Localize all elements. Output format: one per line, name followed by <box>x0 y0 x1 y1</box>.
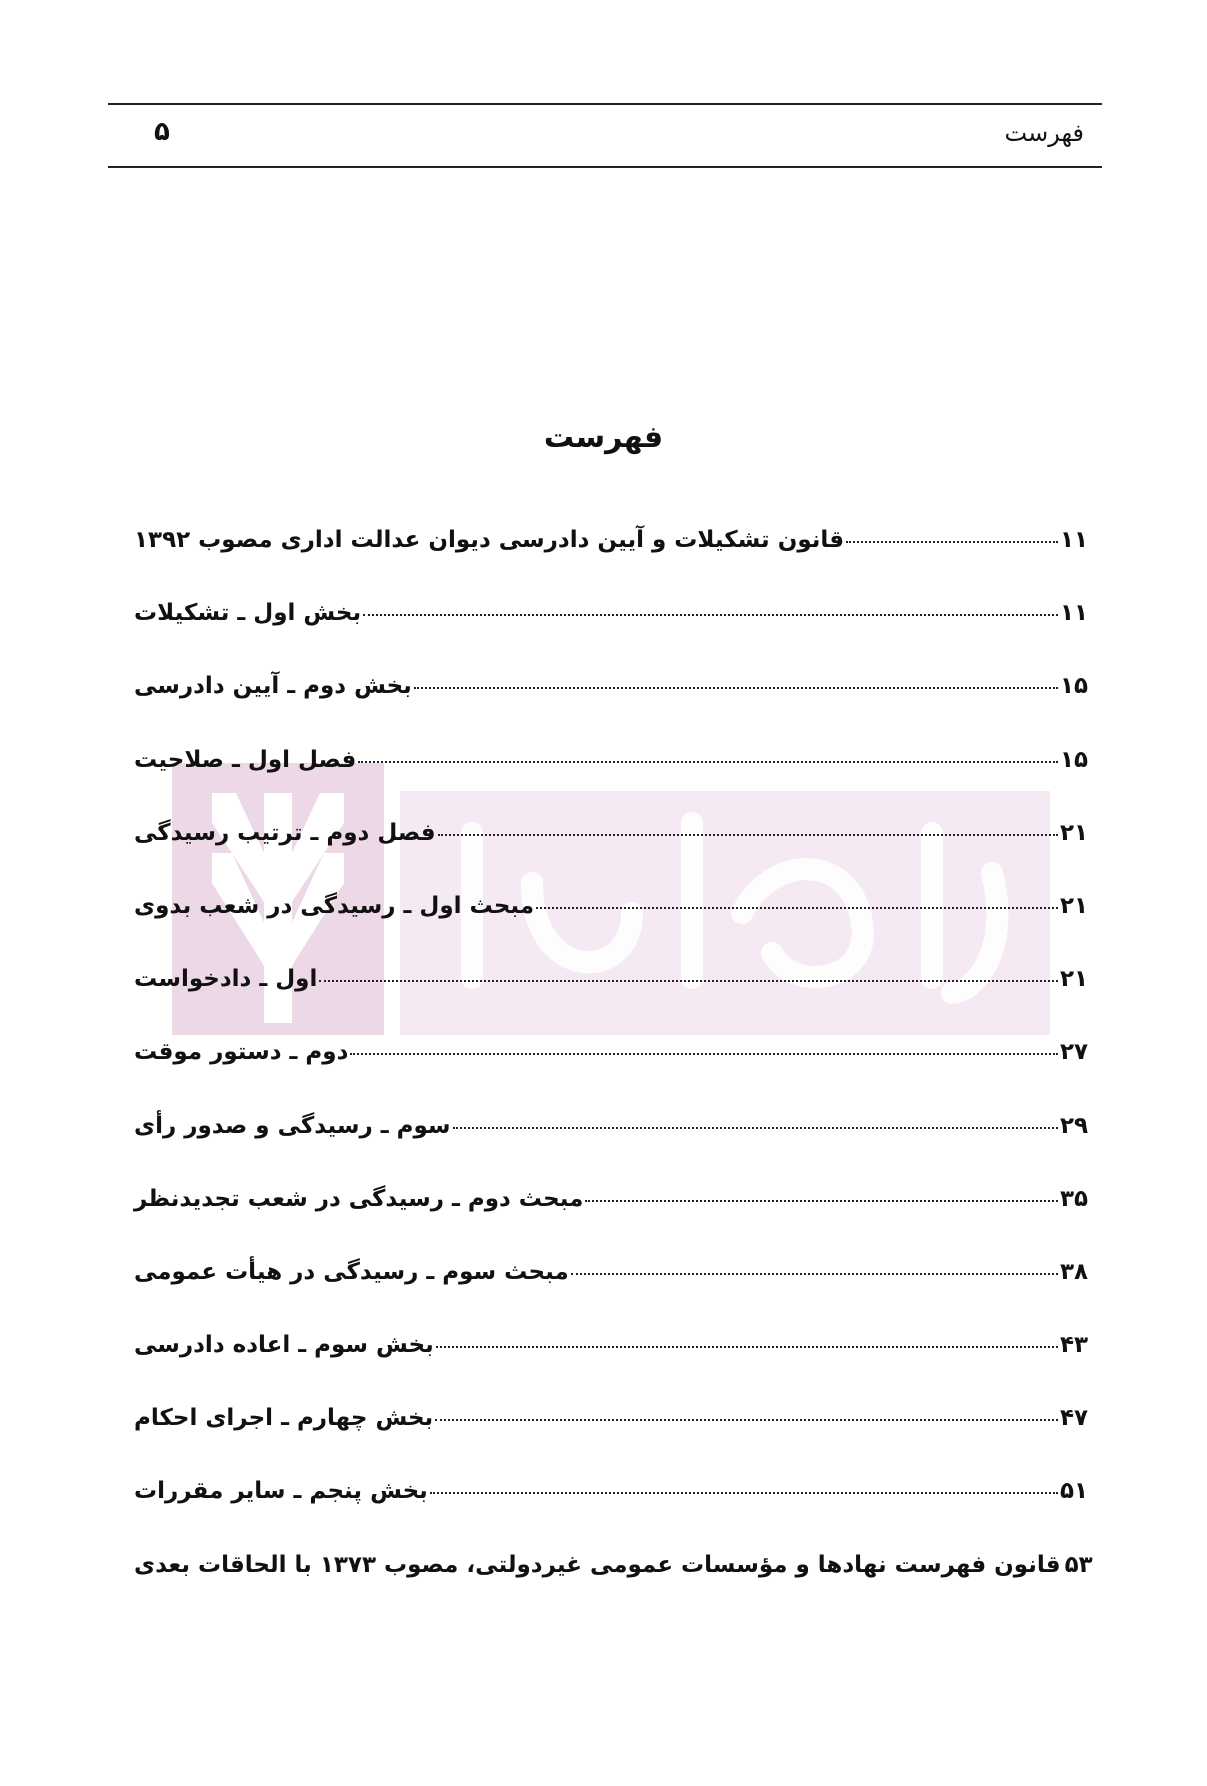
toc-entry-page: ۲۹ <box>1060 1112 1089 1139</box>
running-header <box>108 103 1102 168</box>
toc-entry-label: قانون تشکیلات و آیین دادرسی دیوان عدالت اداری مصوب ۱۳۹۲ <box>134 527 845 553</box>
toc-entry-page: ۳۵ <box>1060 1185 1089 1212</box>
toc-dot-leader <box>430 1491 1058 1494</box>
toc-entry-label: اول ـ دادخواست <box>134 966 318 993</box>
toc-entry[interactable] <box>132 1113 1094 1186</box>
toc-entry-page: ۲۱ <box>1060 966 1089 993</box>
toc-entry-label: بخش دوم ـ آیین دادرسی <box>134 673 412 700</box>
toc-dot-leader <box>846 540 1058 543</box>
toc-entry[interactable] <box>132 1405 1094 1478</box>
toc-entry-label: مبحث سوم ـ رسیدگی در هیأت عمومی <box>134 1258 569 1285</box>
toc-dot-leader <box>435 1418 1058 1421</box>
toc-entry-page: ۲۱ <box>1060 892 1089 919</box>
toc-entry-label: بخش پنجم ـ سایر مقررات <box>134 1478 428 1505</box>
toc-entry[interactable] <box>132 673 1094 746</box>
toc-entry-label: بخش اول ـ تشکیلات <box>134 600 362 627</box>
toc-entry[interactable] <box>132 820 1094 893</box>
toc-dot-leader <box>414 686 1058 689</box>
toc-entry[interactable] <box>132 1039 1094 1112</box>
toc-entry[interactable] <box>132 966 1094 1039</box>
toc-dot-leader <box>585 1199 1058 1202</box>
toc-entry-label: سوم ـ رسیدگی و صدور رأی <box>134 1112 451 1139</box>
toc-entry[interactable] <box>132 527 1094 600</box>
toc-entry-label: فصل دوم ـ ترتیب رسیدگی <box>134 819 436 846</box>
toc-entry-label: مبحث دوم ـ رسیدگی در شعب تجدیدنظر <box>134 1185 584 1212</box>
toc-entry-page: ۵۳ <box>1064 1551 1093 1578</box>
toc-entry-page: ۳۸ <box>1060 1258 1089 1285</box>
toc-entry-page: ۱۵ <box>1060 746 1089 773</box>
toc-entry[interactable] <box>132 893 1094 966</box>
toc-dot-leader <box>438 833 1058 836</box>
toc-entry[interactable] <box>132 1259 1094 1332</box>
toc-entry[interactable] <box>132 747 1094 820</box>
toc-entry-page: ۵۱ <box>1060 1478 1089 1505</box>
toc-dot-leader <box>536 906 1058 909</box>
toc-entry[interactable] <box>132 1478 1094 1551</box>
toc-entry-page: ۱۱ <box>1060 600 1089 627</box>
toc-list <box>132 527 1094 1625</box>
toc-entry-page: ۲۷ <box>1060 1039 1089 1066</box>
toc-entry-label: فصل اول ـ صلاحیت <box>134 746 357 773</box>
toc-entry[interactable] <box>132 600 1094 673</box>
toc-entry-label: مبحث اول ـ رسیدگی در شعب بدوی <box>134 892 535 919</box>
toc-dot-leader <box>358 760 1058 763</box>
toc-entry-page: ۲۱ <box>1060 819 1089 846</box>
running-header-page-number: ۵ <box>154 117 170 147</box>
toc-entry-page: ۴۷ <box>1060 1405 1089 1432</box>
toc-dot-leader <box>363 613 1058 616</box>
toc-entry-page: ۱۵ <box>1060 673 1089 700</box>
toc-entry[interactable] <box>132 1552 1094 1625</box>
toc-dot-leader <box>350 1052 1058 1055</box>
toc-entry-label: قانون فهرست نهادها و مؤسسات عمومی غیردولتی، مصوب ۱۳۷۳ با الحاقات بعدی <box>134 1551 1061 1578</box>
toc-dot-leader <box>319 979 1058 982</box>
toc-entry[interactable] <box>132 1186 1094 1259</box>
toc-entry-page: ۴۳ <box>1060 1332 1089 1359</box>
toc-dot-leader <box>453 1126 1058 1129</box>
toc-dot-leader <box>571 1272 1058 1275</box>
toc-entry-label: بخش سوم ـ اعاده دادرسی <box>134 1332 434 1359</box>
toc-dot-leader <box>436 1345 1058 1348</box>
toc-entry-label: بخش چهارم ـ اجرای احکام <box>134 1405 434 1432</box>
toc-entry-page: ۱۱ <box>1060 527 1089 553</box>
toc-heading: فهرست <box>543 420 664 455</box>
toc-entry[interactable] <box>132 1332 1094 1405</box>
running-header-title: فهرست <box>1004 119 1084 147</box>
toc-entry-label: دوم ـ دستور موقت <box>134 1039 349 1066</box>
